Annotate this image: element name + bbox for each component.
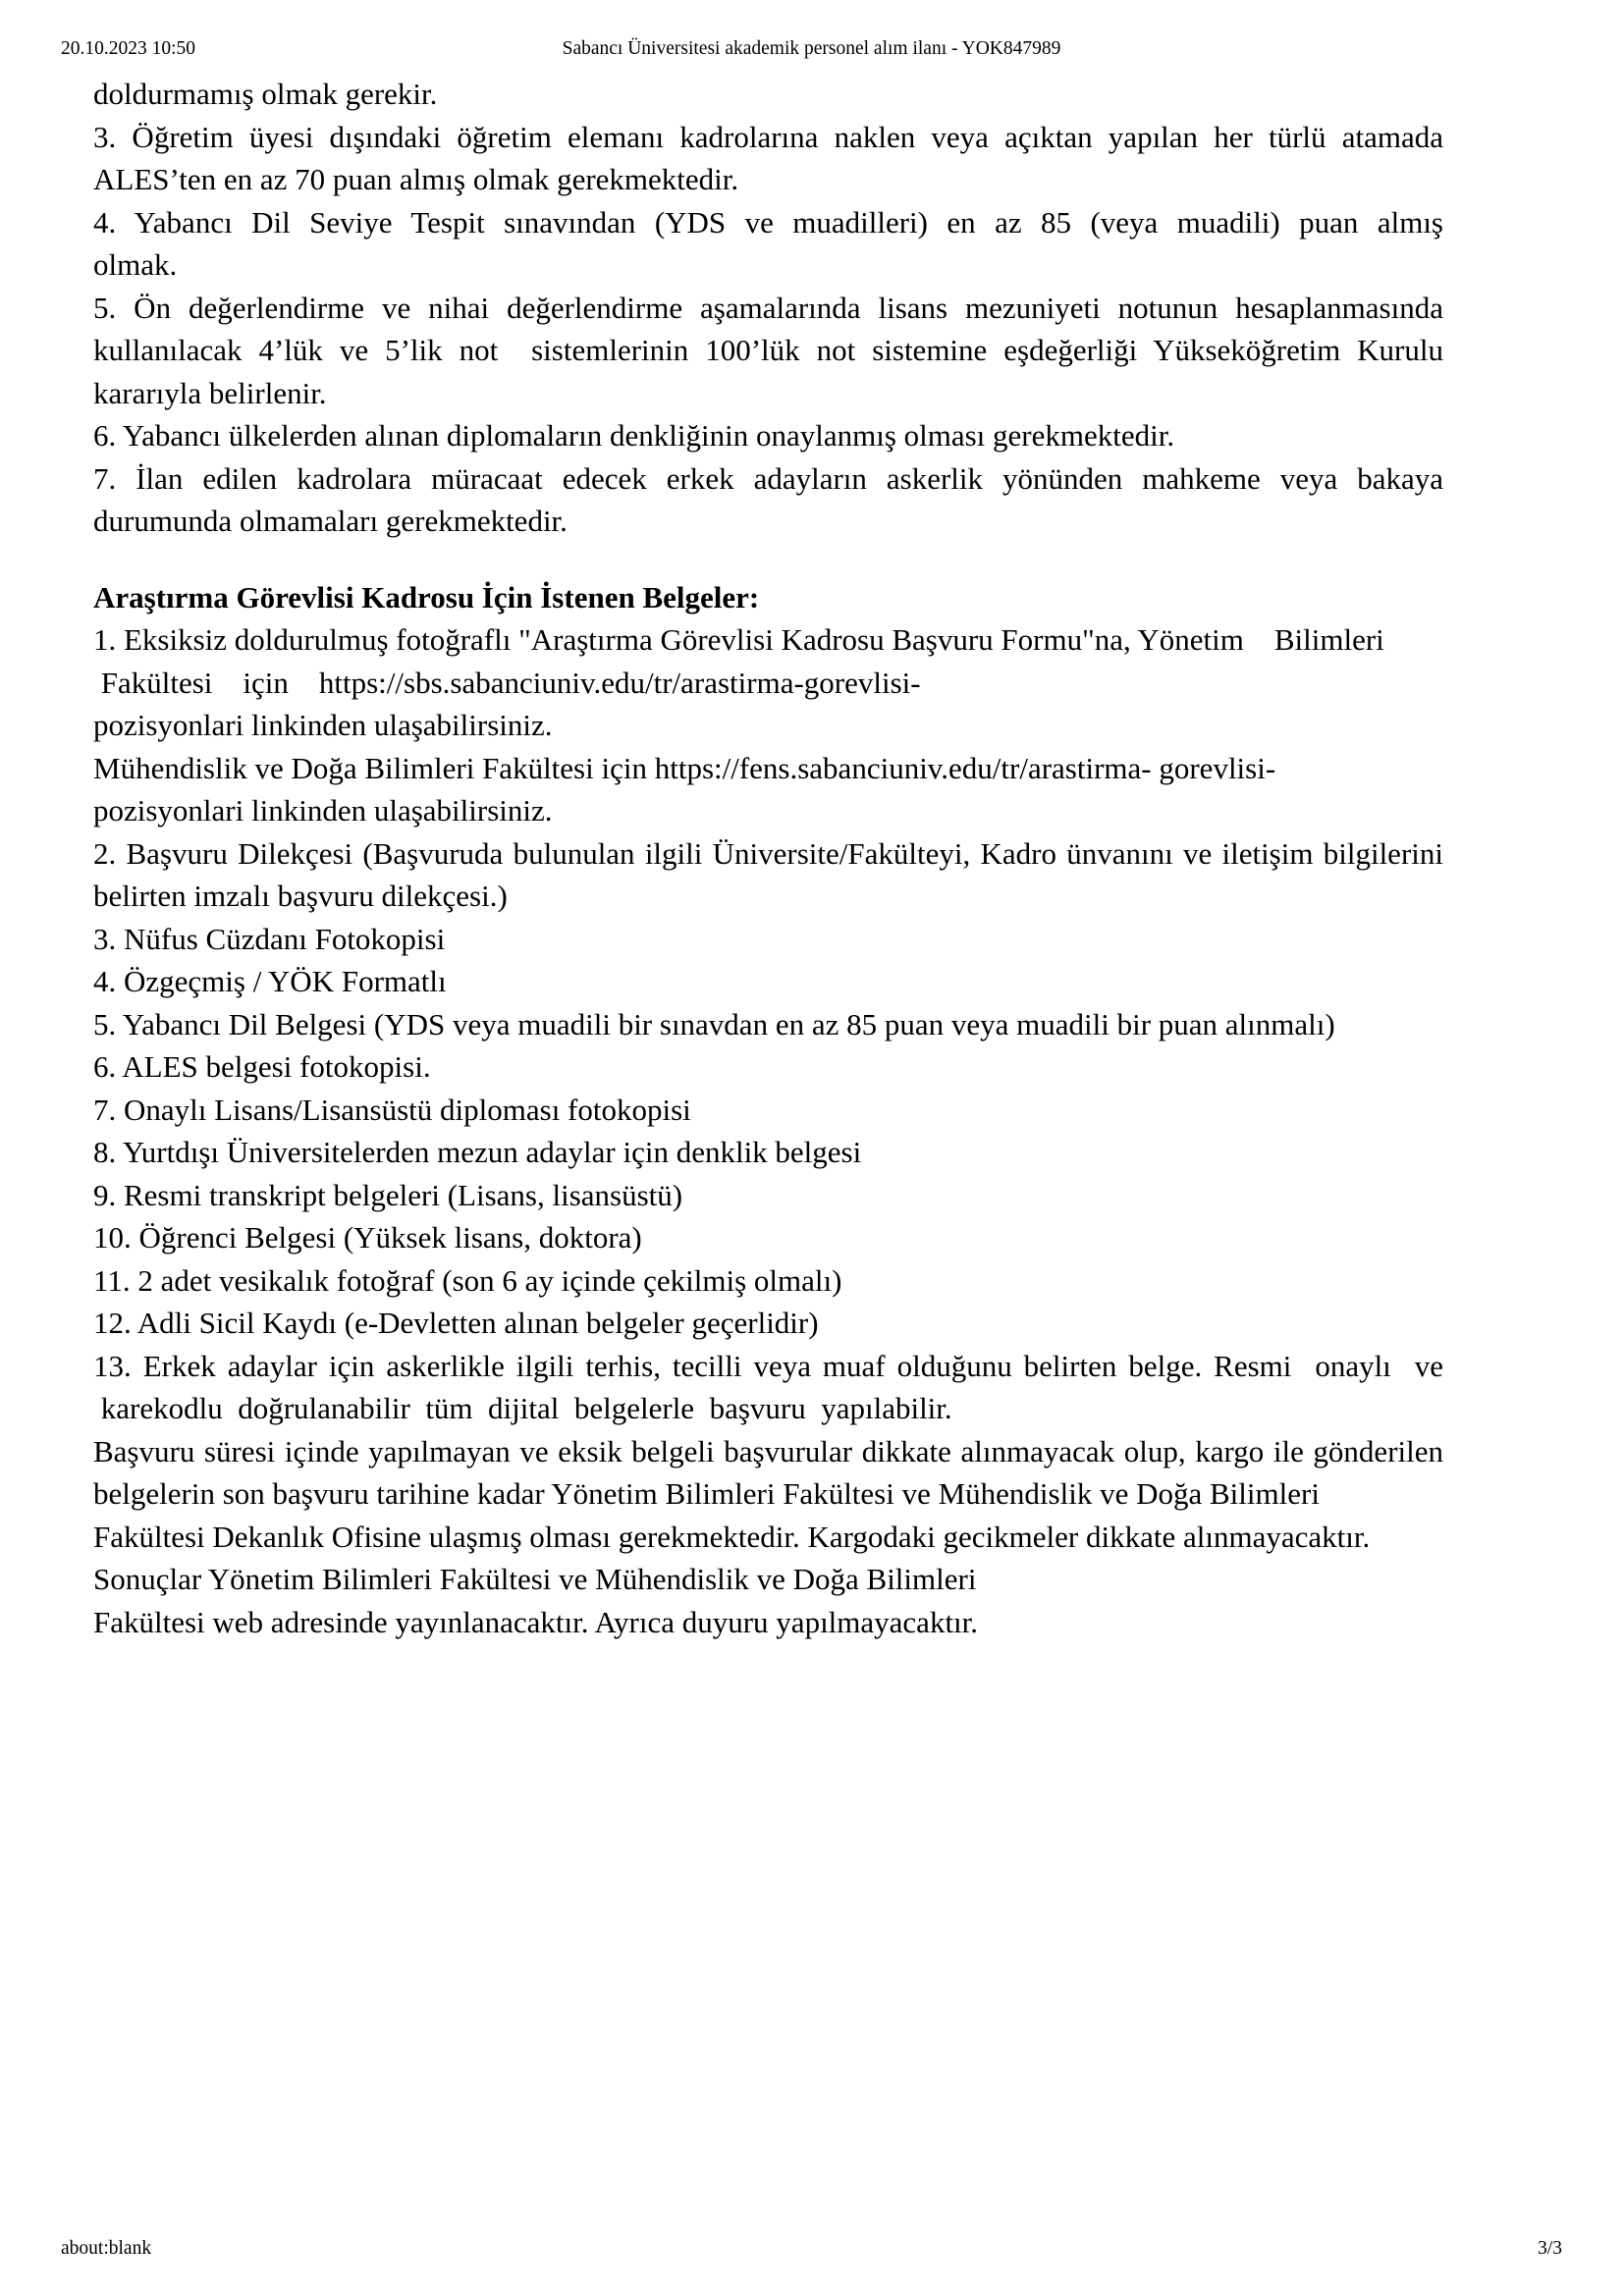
condition-item-4 <box>93 201 1443 287</box>
condition-item-5 <box>93 287 1443 415</box>
document-12-line-1: 12. Adli Sicil Kaydı (e-Devletten alınan belgeler geçerlidir) <box>93 1306 819 1340</box>
condition-3-line-1: 3. Öğretim üyesi dışındaki öğretim elemanı kadrolarına naklen veya açıktan yapılan her türlü atamada <box>93 119 1443 154</box>
condition-6-line-1: 6. Yabancı ülkelerden alınan diplomaların denkliğinin onaylanmış olması gerekmektedir. <box>93 418 1175 453</box>
document-item-8 <box>93 1131 1443 1174</box>
condition-item-3 <box>93 116 1443 201</box>
document-11-line-1: 11. 2 adet vesikalık fotoğraf (son 6 ay içinde çekilmiş olmalı) <box>93 1262 842 1298</box>
print-header-title: Sabancı Üniversitesi akademik personel alım ilanı - YOK847989 <box>562 38 1061 59</box>
closing-1-line-3: Fakültesi Dekanlık Ofisine ulaşmış olması gerekmektedir. Kargodaki gecikmeler dikkate alınmayacaktır. <box>93 1519 1371 1554</box>
condition-4-line-1: 4. Yabancı Dil Seviye Tespit sınavından (YDS ve muadilleri) en az 85 (veya muadili) puan almış <box>93 204 1443 240</box>
document-item-12 <box>93 1302 1443 1345</box>
document-13-line-1: 13. Erkek adaylar için askerlikle ilgili terhis, tecilli veya muaf olduğunu belirten belge. Resmi onaylı ve <box>93 1348 1443 1383</box>
document-1-line-1: 1. Eksiksiz doldurulmuş fotoğraflı "Araştırma Görevlisi Kadrosu Başvuru Formu"na, Yönetim Bilimleri <box>93 622 1384 657</box>
section-spacer <box>93 543 1443 576</box>
document-item-11 <box>93 1259 1443 1303</box>
document-2-line-1: 2. Başvuru Dilekçesi (Başvuruda bulunulan ilgili Üniversite/Fakülteyi, Kadro ünvanını ve iletişim bilgilerini <box>93 835 1443 871</box>
document-item-3 <box>93 918 1443 961</box>
print-footer-page-number: 3/3 <box>1538 2238 1562 2259</box>
condition-7-line-2: durumunda olmamaları gerekmektedir. <box>93 504 568 538</box>
documents-section-heading: Araştırma Görevlisi Kadrosu İçin İstenen Belgeler: <box>93 579 760 614</box>
print-footer-url: about:blank <box>61 2238 152 2259</box>
document-2-line-2: belirten imzalı başvuru dilekçesi.) <box>93 879 508 913</box>
closing-paragraph-2 <box>93 1558 1443 1643</box>
document-5-line-1: 5. Yabancı Dil Belgesi (YDS veya muadili bir sınavdan en az 85 puan veya muadili bir puan alınmalı) <box>93 1006 1335 1041</box>
document-3-line-1: 3. Nüfus Cüzdanı Fotokopisi <box>93 921 446 956</box>
print-footer <box>61 2237 1562 2261</box>
condition-item-6 <box>93 414 1443 457</box>
closing-1-line-2: belgelerin son başvuru tarihine kadar Yönetim Bilimleri Fakültesi ve Mühendislik ve Doğa Bilimleri <box>93 1476 1320 1511</box>
document-item-10 <box>93 1216 1443 1259</box>
document-item-4 <box>93 960 1443 1003</box>
condition-5-line-2: kullanılacak 4’lük ve 5’lik not sistemlerinin 100’lük not sistemine eşdeğerliği Yükseköğretim Kurulu <box>93 333 1443 367</box>
document-8-line-1: 8. Yurtdışı Üniversitelerden mezun adaylar için denklik belgesi <box>93 1135 862 1169</box>
document-1-line-4: Mühendislik ve Doğa Bilimleri Fakültesi için https://fens.sabanciuniv.edu/tr/arastirma- gorevlisi- <box>93 750 1276 785</box>
document-6-line-1: 6. ALES belgesi fotokopisi. <box>93 1049 431 1084</box>
document-item-2 <box>93 832 1443 918</box>
closing-2-line-2: Fakültesi web adresinde yayınlanacaktır. Ayrıca duyuru yapılmayacaktır. <box>93 1604 979 1639</box>
closing-paragraph-1 <box>93 1430 1443 1559</box>
document-7-line-1: 7. Onaylı Lisans/Lisansüstü diploması fotokopisi <box>93 1092 691 1127</box>
continuation-line <box>93 73 1443 116</box>
document-13-line-2: karekodlu doğrulanabilir tüm dijital belgelerle başvuru yapılabilir. <box>93 1391 952 1425</box>
condition-4-line-2: olmak. <box>93 247 178 282</box>
continuation-line-text: doldurmamış olmak gerekir. <box>93 77 438 111</box>
document-item-1 <box>93 618 1443 832</box>
document-item-9 <box>93 1174 1443 1217</box>
document-content <box>93 73 1443 1643</box>
document-4-line-1: 4. Özgeçmiş / YÖK Formatlı <box>93 964 447 998</box>
condition-item-7 <box>93 457 1443 543</box>
document-9-line-1: 9. Resmi transkript belgeleri (Lisans, lisansüstü) <box>93 1177 683 1212</box>
closing-1-line-1: Başvuru süresi içinde yapılmayan ve eksik belgeli başvurular dikkate alınmayacak olup, kargo ile gönderilen <box>93 1433 1443 1468</box>
document-item-13 <box>93 1345 1443 1430</box>
document-10-line-1: 10. Öğrenci Belgesi (Yüksek lisans, doktora) <box>93 1220 642 1255</box>
document-item-5 <box>93 1003 1443 1046</box>
document-1-line-2: Fakültesi için https://sbs.sabanciuniv.edu/tr/arastirma-gorevlisi- <box>93 665 921 700</box>
condition-3-line-2: ALES’ten en az 70 puan almış olmak gerekmektedir. <box>93 162 739 196</box>
condition-5-line-1: 5. Ön değerlendirme ve nihai değerlendirme aşamalarında lisans mezuniyeti notunun hesaplanmasında <box>93 290 1443 325</box>
closing-2-line-1: Sonuçlar Yönetim Bilimleri Fakültesi ve Mühendislik ve Doğa Bilimleri <box>93 1562 977 1596</box>
condition-7-line-1: 7. İlan edilen kadrolara müracaat edecek erkek adayların askerlik yönünden mahkeme veya bakaya <box>93 460 1443 496</box>
document-1-line-3: pozisyonlari linkinden ulaşabilirsiniz. <box>93 708 553 742</box>
document-1-line-5: pozisyonlari linkinden ulaşabilirsiniz. <box>93 793 553 828</box>
print-header <box>61 37 1562 61</box>
document-item-6 <box>93 1045 1443 1089</box>
document-item-7 <box>93 1089 1443 1132</box>
condition-5-line-3: kararıyla belirlenir. <box>93 375 327 410</box>
print-header-date: 20.10.2023 10:50 <box>61 38 196 59</box>
